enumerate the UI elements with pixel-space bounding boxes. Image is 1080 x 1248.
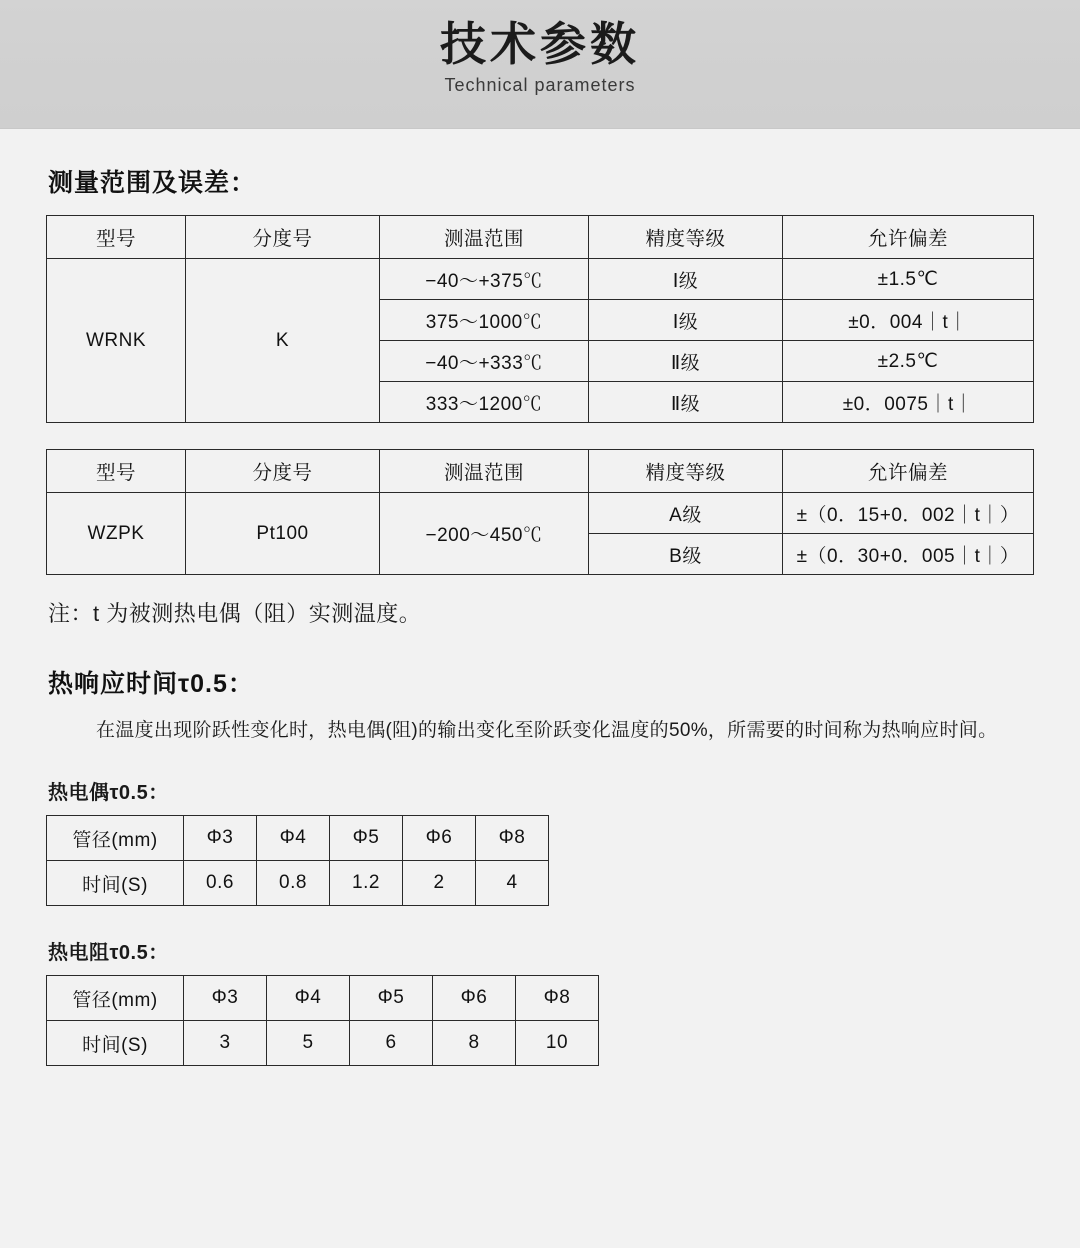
table-header-row [47, 450, 1034, 493]
response-time-heading: 热响应时间τ0.5： [48, 670, 254, 698]
cell-diameter: Φ8 [516, 976, 599, 1021]
table-row [47, 1021, 599, 1066]
column-header-range: 测温范围 [380, 450, 589, 493]
cell-diameter: Φ6 [403, 816, 476, 861]
cell-time: 2 [403, 861, 476, 906]
paragraph-text: 在温度出现阶跃性变化时，热电偶(阻)的输出变化至阶跃变化温度的50%，所需要的时间称为热响应时间。 [96, 720, 998, 741]
table-row [47, 259, 1034, 300]
column-header-model: 型号 [47, 450, 186, 493]
cell-diameter: Φ5 [350, 976, 433, 1021]
cell-model: WRNK [47, 259, 186, 423]
cell-range: −40～+333℃ [380, 341, 589, 382]
page-header-banner [0, 0, 1080, 129]
cell-accuracy: A级 [589, 493, 783, 534]
cell-grade: K [186, 259, 380, 423]
row-label-diameter: 管径(mm) [47, 976, 184, 1021]
rtd-tau-heading: 热电阻τ0.5： [48, 942, 169, 965]
cell-diameter: Φ4 [267, 976, 350, 1021]
cell-diameter: Φ3 [184, 816, 257, 861]
table-row [47, 493, 1034, 534]
cell-diameter: Φ3 [184, 976, 267, 1021]
rtd-tau-table [46, 975, 599, 1066]
cell-diameter: Φ6 [433, 976, 516, 1021]
cell-deviation: ±（0．15+0．002｜t｜） [783, 493, 1034, 534]
cell-grade: Pt100 [186, 493, 380, 575]
response-time-paragraph [48, 716, 998, 746]
cell-accuracy: Ⅰ级 [589, 300, 783, 341]
row-label-diameter: 管径(mm) [47, 816, 184, 861]
cell-deviation: ±0．004｜t｜ [783, 300, 1034, 341]
column-header-deviation: 允许偏差 [783, 450, 1034, 493]
cell-range: −40～+375℃ [380, 259, 589, 300]
cell-range: 333～1200℃ [380, 382, 589, 423]
table-row [47, 816, 549, 861]
cell-time: 5 [267, 1021, 350, 1066]
column-header-grade: 分度号 [186, 216, 380, 259]
cell-deviation: ±（0．30+0．005｜t｜） [783, 534, 1034, 575]
column-header-range: 测温范围 [380, 216, 589, 259]
rtd-range-table [46, 449, 1034, 575]
column-header-deviation: 允许偏差 [783, 216, 1034, 259]
header-text-block [0, 18, 1080, 96]
thermocouple-tau-table [46, 815, 549, 906]
content-area [0, 129, 1080, 1066]
cell-time: 4 [476, 861, 549, 906]
cell-diameter: Φ8 [476, 816, 549, 861]
column-header-model: 型号 [47, 216, 186, 259]
cell-time: 1.2 [330, 861, 403, 906]
cell-model: WZPK [47, 493, 186, 575]
cell-deviation: ±2.5℃ [783, 341, 1034, 382]
table-row [47, 976, 599, 1021]
page-subtitle: Technical parameters [444, 74, 636, 95]
cell-accuracy: Ⅱ级 [589, 341, 783, 382]
cell-accuracy: B级 [589, 534, 783, 575]
cell-time: 8 [433, 1021, 516, 1066]
page-title: 技术参数 [440, 18, 640, 70]
cell-time: 0.8 [257, 861, 330, 906]
cell-deviation: ±1.5℃ [783, 259, 1034, 300]
table-note: 注：t 为被测热电偶（阻）实测温度。 [48, 601, 422, 626]
cell-range: 375～1000℃ [380, 300, 589, 341]
measuring-range-heading: 测量范围及误差： [48, 169, 257, 197]
column-header-accuracy: 精度等级 [589, 216, 783, 259]
table-row [47, 861, 549, 906]
column-header-accuracy: 精度等级 [589, 450, 783, 493]
row-label-time: 时间(S) [47, 861, 184, 906]
cell-range: −200～450℃ [380, 493, 589, 575]
cell-time: 6 [350, 1021, 433, 1066]
table-header-row [47, 216, 1034, 259]
cell-diameter: Φ4 [257, 816, 330, 861]
cell-deviation: ±0．0075｜t｜ [783, 382, 1034, 423]
cell-time: 3 [184, 1021, 267, 1066]
cell-time: 10 [516, 1021, 599, 1066]
cell-time: 0.6 [184, 861, 257, 906]
thermocouple-range-table [46, 215, 1034, 423]
cell-diameter: Φ5 [330, 816, 403, 861]
cell-accuracy: Ⅰ级 [589, 259, 783, 300]
row-label-time: 时间(S) [47, 1021, 184, 1066]
column-header-grade: 分度号 [186, 450, 380, 493]
cell-accuracy: Ⅱ级 [589, 382, 783, 423]
thermocouple-tau-heading: 热电偶τ0.5： [48, 782, 169, 805]
